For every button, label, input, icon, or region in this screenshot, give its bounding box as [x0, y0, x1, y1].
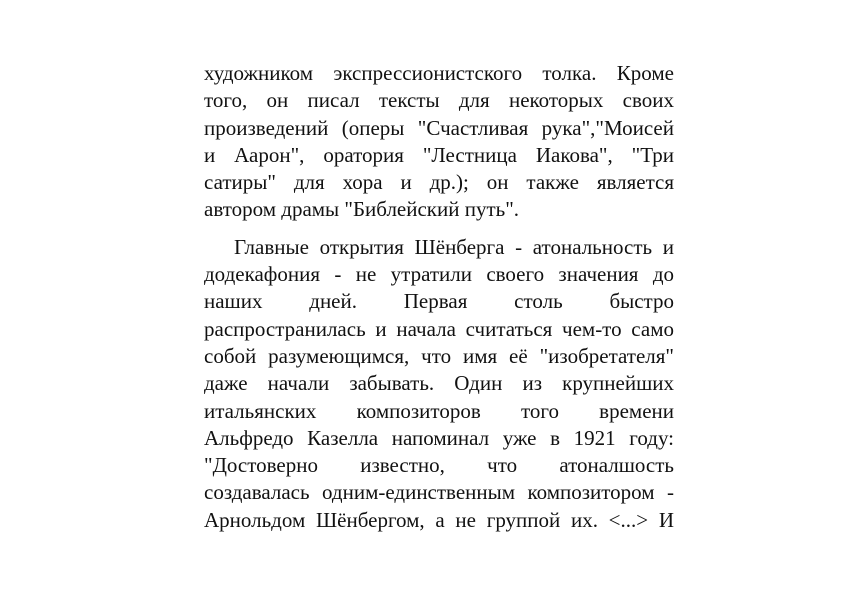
text-line: того, он писал тексты для некоторых своих	[204, 88, 674, 113]
body-text	[204, 60, 674, 534]
text-line: итальянских композиторов того времени	[204, 398, 674, 423]
text-line: Альфредо Казелла напоминал уже в 1921 году:	[204, 425, 674, 450]
text-line: автором драмы "Библейский путь".	[204, 197, 520, 222]
text-line: распространилась и начала считаться чем-то само	[204, 316, 674, 341]
text-line: Арнольдом Шёнбергом, а не группой их. <...> И	[204, 507, 674, 532]
text-line: сатиры" для хора и др.); он также является	[204, 170, 674, 195]
paragraph-2	[204, 234, 674, 534]
text-line: художником экспрессионистского толка. Кроме	[204, 61, 674, 85]
text-line: и Аарон", оратория "Лестница Иакова", "Три	[204, 142, 674, 167]
text-line: даже начали забывать. Один из крупнейших	[204, 371, 674, 396]
text-line: додекафония - не утратили своего значения до	[204, 262, 674, 287]
text-line: создавалась одним-единственным композитором -	[204, 480, 674, 505]
paragraph-1	[204, 60, 674, 224]
text-line: собой разумеющимся, что имя её "изобретателя"	[204, 343, 674, 368]
text-line: наших дней. Первая столь быстро	[204, 289, 674, 314]
text-line: произведений (оперы "Счастливая рука","Моисей	[204, 115, 674, 140]
text-line: "Достоверно известно, что атоналшость	[204, 453, 674, 478]
text-line: Главные открытия Шёнберга - атональность и	[234, 234, 674, 259]
